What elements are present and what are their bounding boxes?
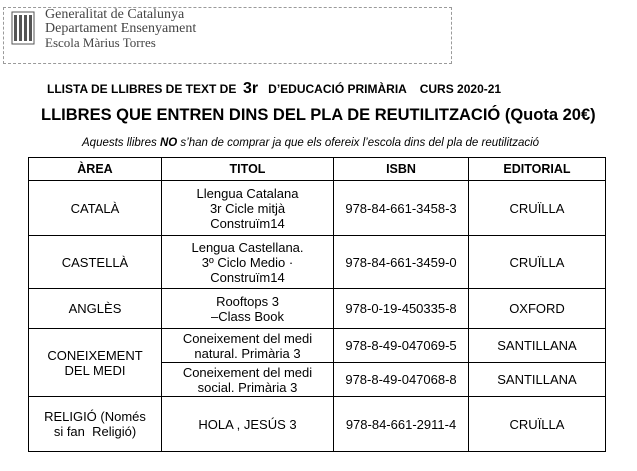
table-row [29,289,606,329]
table-row [29,236,606,289]
title-cell [162,329,334,363]
generalitat-logo-icon [11,11,35,45]
table-row [29,329,606,363]
title-line: social. Primària 3 [197,379,298,395]
document-title [47,80,501,98]
column-header-isbn: ISBN [334,158,469,181]
title-line: Llengua Catalana [196,185,299,201]
table-header-row [29,158,606,181]
table-row [29,181,606,236]
isbn-cell: 978-8-49-047069-5 [334,329,469,363]
column-header-title: TITOL [162,158,334,181]
area-cell: CASTELLÀ [29,236,162,289]
title-line: Construïm14 [210,269,285,285]
title-line: 3º Ciclo Medio · [201,254,294,270]
area-line: DEL MEDI [64,362,126,378]
document-subtitle: LLIBRES QUE ENTREN DINS DEL PLA DE REUTILITZACIÓ (Quota 20€) [41,106,596,124]
isbn-cell: 978-84-661-3458-3 [334,181,469,236]
org-line-1: Generalitat de Catalunya [45,7,185,22]
title-line: natural. Primària 3 [194,345,301,361]
title-line: Lengua Castellana. [191,239,304,255]
isbn-cell: 978-84-661-2911-4 [334,397,469,452]
area-line: RELIGIÓ (Només [44,409,146,424]
area-cell [29,397,162,452]
column-header-editorial: EDITORIAL [469,158,606,181]
isbn-cell: 978-84-661-3459-0 [334,236,469,289]
title-line: Construïm14 [210,215,285,231]
note-emphasis: NO [159,137,178,149]
title-cell: HOLA , JESÚS 3 [162,397,334,452]
title-suffix: D’EDUCACIÓ PRIMÀRIA CURS 2020-21 [268,82,502,96]
title-cell [162,181,334,236]
editorial-cell: SANTILLANA [469,363,606,397]
title-line: Coneixement del medi [182,330,313,346]
area-cell [29,329,162,397]
editorial-cell: CRUÏLLA [469,236,606,289]
title-cell [162,236,334,289]
editorial-cell: OXFORD [469,289,606,329]
area-cell: ANGLÈS [29,289,162,329]
editorial-cell: CRUÏLLA [469,397,606,452]
org-line-2: Departament Ensenyament [45,21,197,36]
title-line: Coneixement del medi [182,364,313,380]
reuse-note [82,137,539,149]
books-table [28,157,606,452]
title-line: 3r Cicle mitjà [209,200,286,216]
isbn-cell: 978-0-19-450335-8 [334,289,469,329]
isbn-cell: 978-8-49-047068-8 [334,363,469,397]
note-text-post: s’han de comprar ja que els ofereix l’escola dins del pla de reutilització [177,137,540,149]
table-row [29,397,606,452]
area-line: CONEIXEMENT [47,347,143,363]
editorial-cell: SANTILLANA [469,329,606,363]
school-header [3,7,452,64]
organization-name [45,8,196,50]
title-cell [162,289,334,329]
area-cell: CATALÀ [29,181,162,236]
org-line-3: Escola Màrius Torres [45,35,156,50]
title-line: Rooftops 3 [216,293,279,309]
title-prefix: LLISTA DE LLIBRES DE TEXT DE [47,82,237,96]
editorial-cell: CRUÏLLA [469,181,606,236]
title-line: –Class Book [211,308,284,324]
area-line: si fan Religió) [53,424,137,439]
note-text-pre: Aquests llibres [82,137,160,149]
column-header-area: ÀREA [29,158,162,181]
title-grade: 3r [243,80,259,97]
title-cell [162,363,334,397]
